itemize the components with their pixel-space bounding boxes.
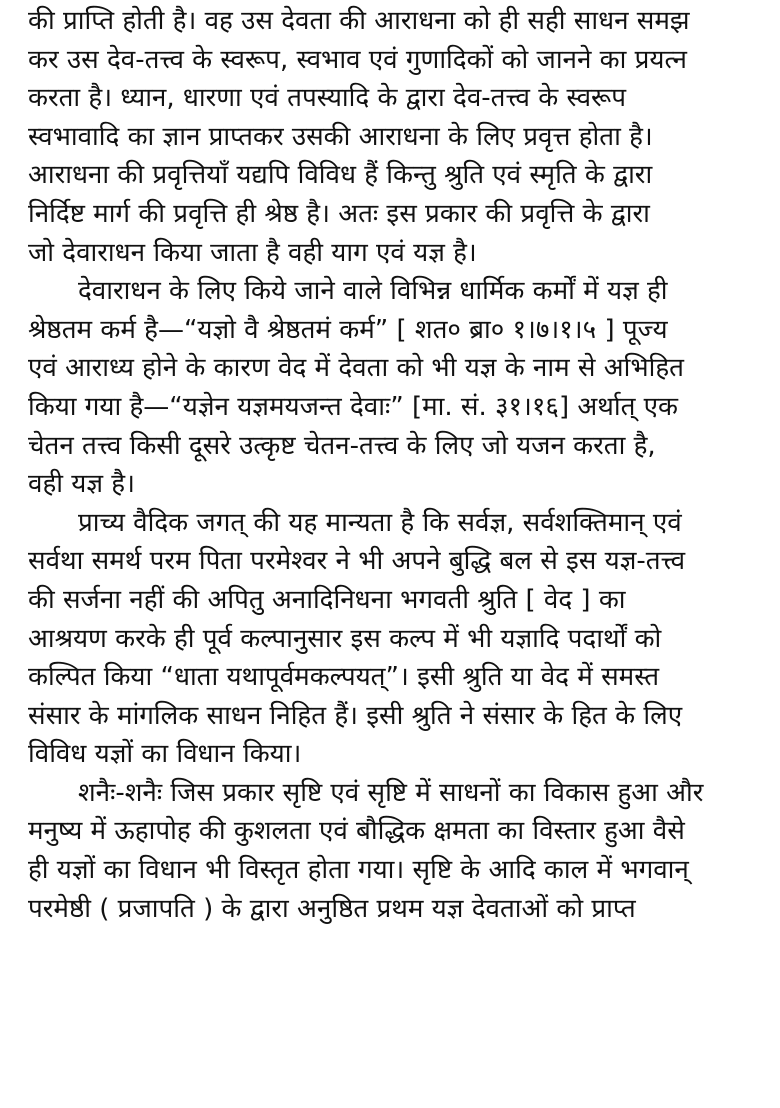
paragraph-2 — [28, 272, 766, 504]
text-line: की प्राप्ति होती है। वह उस देवता की आराधना को ही सही साधन समझ — [28, 6, 690, 36]
text-line: ही यज्ञों का विधान भी विस्तृत होता गया। सृष्टि के आदि काल में भगवान् — [28, 855, 689, 886]
text-line: निर्दिष्ट मार्ग की प्रवृत्ति ही श्रेष्ठ है। अतः इस प्रकार की प्रवृत्ति के द्वारा — [28, 198, 650, 229]
text-line: करता है। ध्यान, धारणा एवं तपस्यादि के द्वारा देव-तत्त्व के स्वरूप — [28, 83, 627, 114]
text-line: देवाराधन के लिए किये जाने वाले विभिन्न धार्मिक कर्मों में यज्ञ ही — [78, 276, 668, 307]
text-line: श्रेष्ठतम कर्म है—“यज्ञो वै श्रेष्ठतमं कर्म” [ शत० ब्रा० १।७।१।५ ] पूज्य — [28, 314, 668, 345]
text-line: विविध यज्ञों का विधान किया। — [28, 739, 302, 770]
text-line: कल्पित किया “धाता यथापूर्वमकल्पयत्”। इसी श्रुति या वेद में समस्त — [28, 662, 660, 693]
text-line: आराधना की प्रवृत्तियाँ यद्यपि विविध हैं किन्तु श्रुति एवं स्मृति के द्वारा — [28, 160, 653, 191]
text-line: कर उस देव-तत्त्व के स्वरूप, स्वभाव एवं गुणादिकों को जानने का प्रयत्न — [28, 44, 687, 75]
text-line: स्वभावादि का ज्ञान प्राप्तकर उसकी आराधना के लिए प्रवृत्त होता है। — [28, 121, 653, 152]
text-line: संसार के मांगलिक साधन निहित हैं। इसी श्रुति ने संसार के हित के लिए — [28, 700, 683, 731]
text-line: वही यज्ञ है। — [28, 469, 135, 500]
text-line: एवं आराध्य होने के कारण वेद में देवता को भी यज्ञ के नाम से अभिहित — [28, 353, 684, 384]
text-line: जो देवाराधन किया जाता है वही याग एवं यज्ञ है। — [28, 237, 477, 268]
text-line: सर्वथा समर्थ परम पिता परमेश्वर ने भी अपने बुद्धि बल से इस यज्ञ-तत्त्व — [28, 546, 686, 577]
text-line: चेतन तत्त्व किसी दूसरे उत्कृष्ट चेतन-तत्त्व के लिए जो यजन करता है, — [28, 430, 656, 461]
text-line: प्राच्य वैदिक जगत् की यह मान्यता है कि सर्वज्ञ, सर्वशक्तिमान् एवं — [78, 507, 682, 538]
text-line: की सर्जना नहीं की अपितु अनादिनिधना भगवती श्रुति [ वेद ] का — [28, 584, 626, 615]
paragraph-4 — [28, 774, 766, 928]
paragraph-3 — [28, 504, 766, 774]
text-line: आश्रयण करके ही पूर्व कल्पानुसार इस कल्प में भी यज्ञादि पदार्थों को — [28, 623, 662, 654]
text-line: शनैः-शनैः जिस प्रकार सृष्टि एवं सृष्टि में साधनों का विकास हुआ और — [78, 777, 704, 808]
text-line: परमेष्ठी ( प्रजापति ) के द्वारा अनुष्ठित प्रथम यज्ञ देवताओं को प्राप्त — [28, 893, 636, 924]
paragraph-1 — [28, 2, 766, 272]
text-line: मनुष्य में ऊहापोह की कुशलता एवं बौद्धिक क्षमता का विस्तार हुआ वैसे — [28, 816, 685, 847]
text-line: किया गया है—“यज्ञेन यज्ञमयजन्त देवाः” [मा. सं. ३१।१६] अर्थात् एक — [28, 391, 679, 422]
